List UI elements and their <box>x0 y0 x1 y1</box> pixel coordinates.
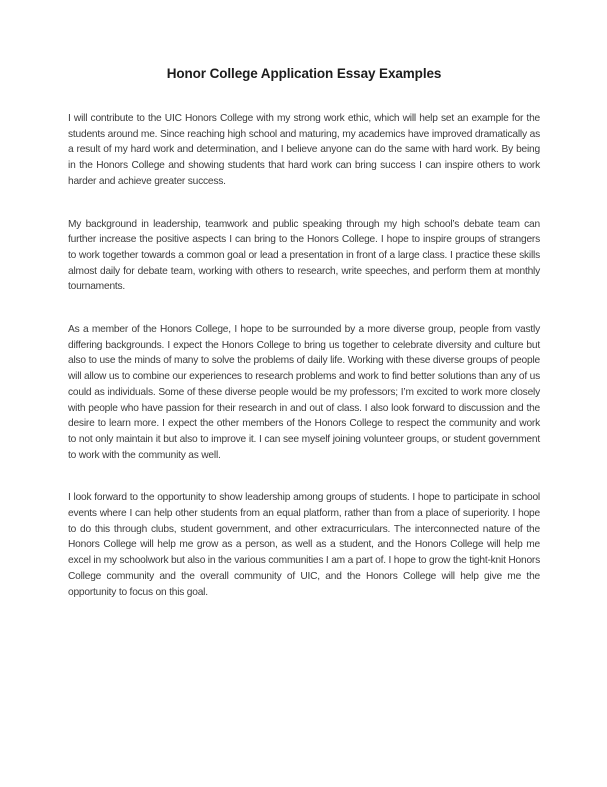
essay-paragraph-2: My background in leadership, teamwork and public speaking through my high school’s debate team can further increase the positive aspects I can bring to the Honors College. I hope to inspire groups of strangers to work together towards a common goal or lead a presentation in front of a large class. I practice these skills almost daily for debate team, working with others to research, write speeches, and perform them at monthly tournaments. <box>68 218 540 293</box>
essay-paragraph-3: As a member of the Honors College, I hope to be surrounded by a more diverse group, people from vastly differing backgrounds. I expect the Honors College to bring us together to celebrate diversity and culture but also to use the minds of many to solve the problems of daily life. Working with these diverse groups of people will allow us to combine our experiences to research problems and work to find better solutions than any of us could as individuals. Some of these diverse people would be my professors; I’m excited to work more closely with people who have passion for their research in and out of class. I also look forward to discussion and the desire to learn more. I expect the other members of the Honors College to respect the community and work to not only maintain it but also to improve it. I can see myself joining volunteer groups, or student government to work with the community as well. <box>68 324 540 461</box>
essay-paragraph-1: I will contribute to the UIC Honors College with my strong work ethic, which will help set an example for the students around me. Since reaching high school and maturing, my academics have improved dramatically as a result of my hard work and determination, and I believe anyone can do the same with hard work. By being in the Honors College and showing students that hard work can bring success I can inspire others to work harder and achieve greater success. <box>68 113 540 187</box>
essay-paragraph-4: I look forward to the opportunity to show leadership among groups of students. I hope to participate in school events where I can help other students from an equal platform, rather than from a place of superiority. I hope to do this through clubs, student government, and other extracurriculars. The interconnected nature of the Honors College will help me grow as a person, as well as a student, and the Honors College will help me excel in my schoolwork but also in the various communities I am a part of. I hope to grow the tight-knit Honors College community and the overall community of UIC, and the Honors College will help give me the opportunity to focus on this goal. <box>68 492 540 598</box>
document-title: Honor College Application Essay Examples <box>166 66 442 81</box>
